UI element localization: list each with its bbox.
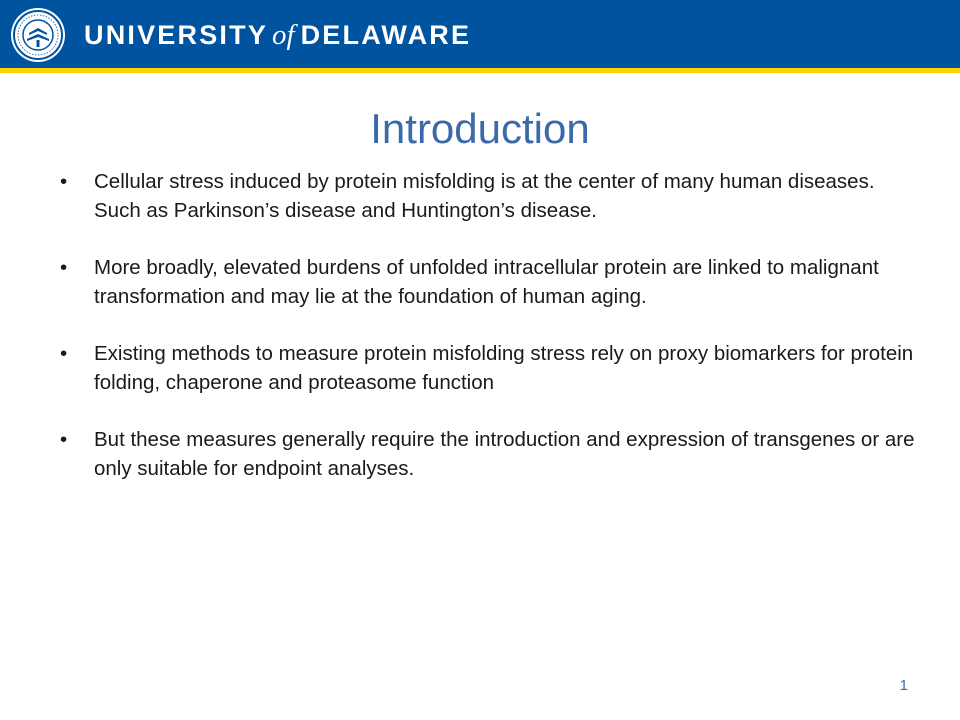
bullet-dot: • [60,256,68,279]
university-seal-icon [10,7,66,63]
bullet-text: Existing methods to measure protein misfolding stress rely on proxy biomarkers for protein folding, chaperone and proteasome function [94,342,914,394]
header-bar [0,0,960,68]
bullet-dot: • [60,428,68,451]
wordmark-delaware: DELAWARE [300,20,472,50]
bullet-dot: • [60,342,68,365]
bullet-text: But these measures generally require the introduction and expression of transgenes or are only suitable for endpoint analyses. [94,428,915,480]
bullet-item [60,425,920,483]
header-gold-rule [0,68,960,73]
wordmark-university: UNIVERSITY [84,20,269,50]
bullet-item [60,339,920,397]
university-wordmark [84,18,471,52]
slide-title: Introduction [370,105,590,152]
bullet-item [60,167,920,225]
page-number: 1 [899,677,908,694]
bullet-item [60,253,920,311]
wordmark-of: of [272,19,295,51]
bullet-list [60,167,920,511]
bullet-dot: • [60,170,68,193]
bullet-text: More broadly, elevated burdens of unfolded intracellular protein are linked to malignant transformation and may lie at the foundation of human aging. [94,256,879,308]
bullet-text: Cellular stress induced by protein misfolding is at the center of many human diseases. Such as Parkinson’s disease and Huntington’s disease. [94,170,875,222]
